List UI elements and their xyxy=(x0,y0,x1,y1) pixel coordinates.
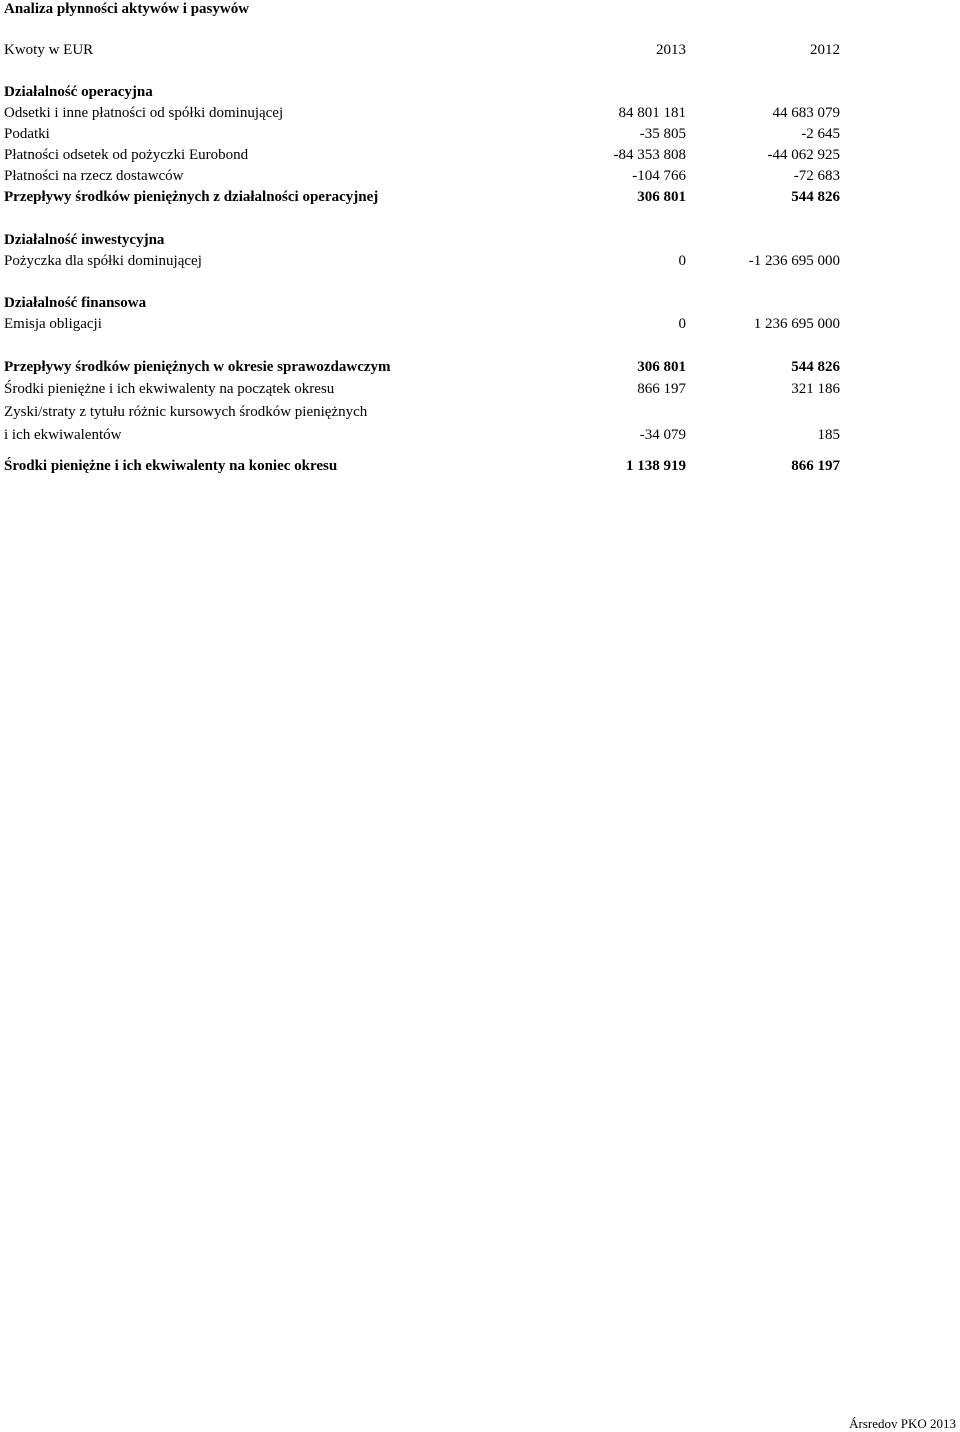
table-row-fx xyxy=(0,425,960,445)
value-2012: 185 xyxy=(817,427,840,443)
value-2013: 84 801 181 xyxy=(618,105,686,121)
table-row-opening-cash xyxy=(0,379,960,399)
row-label: Środki pieniężne i ich ekwiwalenty na koniec okresu xyxy=(4,458,338,474)
table-row xyxy=(0,251,960,271)
row-label: Środki pieniężne i ich ekwiwalenty na początek okresu xyxy=(4,381,335,397)
table-row xyxy=(0,103,960,123)
value-2013: 306 801 xyxy=(637,189,686,205)
value-2013: -84 353 808 xyxy=(613,147,686,163)
section-heading-financing xyxy=(0,293,960,313)
table-row xyxy=(0,145,960,165)
value-2012: -2 645 xyxy=(801,126,840,142)
value-2013: 866 197 xyxy=(637,381,686,397)
subtotal-row-operating xyxy=(0,187,960,207)
row-label: Emisja obligacji xyxy=(4,316,102,332)
value-2013: -104 766 xyxy=(632,168,686,184)
value-2012: 544 826 xyxy=(791,359,840,375)
row-label: Podatki xyxy=(4,126,50,142)
row-label: Odsetki i inne płatności od spółki dominującej xyxy=(4,105,284,121)
column-header-2012: 2012 xyxy=(810,42,840,58)
row-label: i ich ekwiwalentów xyxy=(4,427,122,443)
value-2012: 866 197 xyxy=(791,458,840,474)
table-row xyxy=(0,314,960,334)
total-row-closing-cash xyxy=(0,456,960,476)
section-heading-label: Działalność inwestycyjna xyxy=(4,232,165,248)
row-label: Przepływy środków pieniężnych w okresie sprawozdawczym xyxy=(4,359,391,375)
page-title: Analiza płynności aktywów i pasywów xyxy=(4,1,250,17)
column-header-row xyxy=(0,40,960,60)
value-2013: 306 801 xyxy=(637,359,686,375)
value-2013: 1 138 919 xyxy=(626,458,686,474)
row-label: Płatności odsetek od pożyczki Eurobond xyxy=(4,147,249,163)
table-row-fx-label xyxy=(0,402,960,422)
value-2012: -1 236 695 000 xyxy=(748,253,840,269)
value-2013: -34 079 xyxy=(639,427,686,443)
value-2013: -35 805 xyxy=(639,126,686,142)
section-heading-label: Działalność operacyjna xyxy=(4,84,153,100)
value-2012: 544 826 xyxy=(791,189,840,205)
row-label: Zyski/straty z tytułu różnic kursowych środków pieniężnych xyxy=(4,404,368,420)
table-row xyxy=(0,166,960,186)
value-2012: -72 683 xyxy=(793,168,840,184)
row-label: Płatności na rzecz dostawców xyxy=(4,168,184,184)
value-2012: 321 186 xyxy=(791,381,840,397)
value-2012: 1 236 695 000 xyxy=(753,316,840,332)
row-label: Pożyczka dla spółki dominującej xyxy=(4,253,202,269)
value-2012: 44 683 079 xyxy=(772,105,840,121)
table-row xyxy=(0,124,960,144)
value-2013: 0 xyxy=(678,316,686,332)
section-heading-investing xyxy=(0,230,960,250)
column-header-2013: 2013 xyxy=(656,42,686,58)
value-2013: 0 xyxy=(678,253,686,269)
value-2012: -44 062 925 xyxy=(767,147,840,163)
page-footer: Ársredov PKO 2013 xyxy=(849,1416,956,1431)
section-heading-label: Działalność finansowa xyxy=(4,295,147,311)
row-label: Przepływy środków pieniężnych z działalności operacyjnej xyxy=(4,189,379,205)
total-row-period-flows xyxy=(0,357,960,377)
currency-label: Kwoty w EUR xyxy=(4,42,94,58)
section-heading-operating xyxy=(0,82,960,102)
